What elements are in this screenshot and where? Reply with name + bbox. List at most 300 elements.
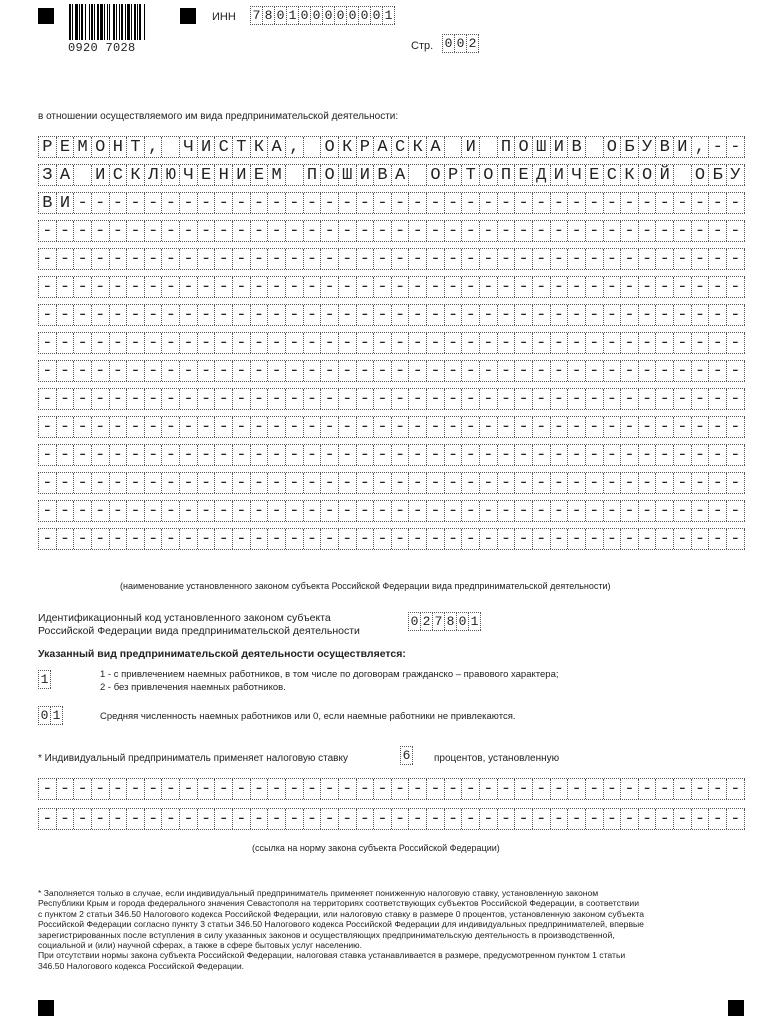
char-cell: - — [427, 193, 445, 213]
char-cell: - — [551, 779, 569, 799]
char-cell: - — [533, 779, 551, 799]
char-cell: 2 — [421, 613, 433, 630]
char-cell: - — [321, 417, 339, 437]
char-cell: О — [321, 137, 339, 157]
char-cell: - — [392, 277, 410, 297]
char-cell: - — [268, 473, 286, 493]
char-cell: - — [321, 473, 339, 493]
footnote-line: Республики Крым и города федерального значения Севастополя на территориях соответствующих субъектов Российской Федерации, в соответствии — [38, 898, 640, 909]
char-cell: - — [110, 277, 128, 297]
char-cell: - — [374, 193, 392, 213]
barcode-bars — [68, 4, 162, 40]
char-cell: - — [515, 529, 533, 549]
char-cell: - — [674, 333, 692, 353]
char-cell: - — [74, 277, 92, 297]
workers-heading: Указанный вид предпринимательской деятельности осуществляется: — [38, 648, 406, 660]
char-cell: - — [709, 333, 727, 353]
char-cell: - — [727, 445, 745, 465]
char-cell: - — [357, 277, 375, 297]
char-cell: - — [110, 417, 128, 437]
char-cell: М — [74, 137, 92, 157]
barcode-bar — [127, 4, 130, 40]
char-cell: - — [180, 389, 198, 409]
char-cell: - — [198, 529, 216, 549]
char-cell: О — [480, 165, 498, 185]
char-cell: - — [621, 501, 639, 521]
char-cell: - — [639, 501, 657, 521]
char-cell: - — [445, 333, 463, 353]
char-cell: - — [462, 193, 480, 213]
char-cell: - — [656, 389, 674, 409]
char-cell: - — [656, 779, 674, 799]
char-cell: И — [551, 165, 569, 185]
char-cell: - — [498, 361, 516, 381]
grid-row — [38, 248, 745, 270]
char-cell: - — [674, 389, 692, 409]
char-cell: - — [198, 277, 216, 297]
char-cell: - — [92, 361, 110, 381]
char-cell: - — [321, 249, 339, 269]
char-cell: - — [215, 277, 233, 297]
footnote-line: При отсутствии нормы закона субъекта Российской Федерации, налоговая ставка устанавливается в размере, предусмотренном пунктом 1 статьи — [38, 950, 626, 961]
char-cell: О — [321, 165, 339, 185]
char-cell: - — [480, 809, 498, 829]
char-cell: Ш — [339, 165, 357, 185]
char-cell: - — [127, 193, 145, 213]
char-cell: - — [480, 305, 498, 325]
char-cell: - — [498, 779, 516, 799]
char-cell: - — [674, 277, 692, 297]
char-cell: - — [92, 779, 110, 799]
char-cell: - — [727, 249, 745, 269]
barcode-bar — [125, 4, 126, 40]
char-cell: - — [656, 361, 674, 381]
char-cell: - — [286, 417, 304, 437]
char-cell: - — [480, 779, 498, 799]
char-cell: - — [427, 389, 445, 409]
char-cell: - — [674, 779, 692, 799]
char-cell: - — [233, 389, 251, 409]
grid-row — [38, 192, 745, 214]
char-cell: - — [145, 361, 163, 381]
char-cell: - — [445, 417, 463, 437]
char-cell: О — [692, 165, 710, 185]
char-cell: - — [198, 445, 216, 465]
char-cell: - — [427, 417, 445, 437]
char-cell: - — [709, 501, 727, 521]
char-cell: - — [709, 417, 727, 437]
char-cell: - — [251, 473, 269, 493]
grid-row — [38, 778, 745, 800]
char-cell: - — [304, 445, 322, 465]
char-cell: - — [462, 445, 480, 465]
char-cell: - — [74, 249, 92, 269]
char-cell: - — [427, 249, 445, 269]
workers-option-2: 2 - без привлечения наемных работников. — [100, 682, 286, 693]
char-cell: - — [268, 501, 286, 521]
char-cell: - — [339, 417, 357, 437]
char-cell: - — [198, 193, 216, 213]
char-cell: - — [198, 389, 216, 409]
char-cell: - — [709, 137, 727, 157]
char-cell: О — [639, 165, 657, 185]
char-cell: 0 — [455, 35, 467, 52]
char-cell: О — [604, 137, 622, 157]
char-cell: - — [392, 361, 410, 381]
char-cell: - — [57, 445, 75, 465]
char-cell: - — [656, 809, 674, 829]
char-cell: - — [198, 249, 216, 269]
char-cell: 7 — [251, 7, 263, 24]
char-cell: - — [515, 417, 533, 437]
char-cell: - — [692, 193, 710, 213]
char-cell: - — [374, 417, 392, 437]
char-cell: - — [568, 417, 586, 437]
char-cell: - — [304, 333, 322, 353]
char-cell: - — [515, 473, 533, 493]
char-cell: - — [727, 529, 745, 549]
char-cell: - — [110, 779, 128, 799]
char-cell: 7 — [433, 613, 445, 630]
char-cell: - — [286, 809, 304, 829]
barcode-bar — [109, 4, 110, 40]
char-cell: - — [586, 809, 604, 829]
char-cell: - — [374, 389, 392, 409]
char-cell: - — [321, 445, 339, 465]
char-cell: - — [551, 361, 569, 381]
char-cell: - — [233, 333, 251, 353]
char-cell: - — [462, 249, 480, 269]
char-cell: - — [533, 473, 551, 493]
char-cell: - — [180, 221, 198, 241]
grid-row — [38, 388, 745, 410]
char-cell: - — [145, 389, 163, 409]
char-cell: - — [145, 529, 163, 549]
char-cell: - — [392, 417, 410, 437]
char-cell: - — [374, 473, 392, 493]
char-cell: - — [692, 445, 710, 465]
activity-intro: в отношении осуществляемого им вида предпринимательской деятельности: — [38, 111, 399, 122]
char-cell: - — [268, 529, 286, 549]
char-cell: - — [515, 193, 533, 213]
char-cell: - — [674, 501, 692, 521]
char-cell: - — [727, 305, 745, 325]
char-cell: - — [215, 501, 233, 521]
char-cell: А — [268, 137, 286, 157]
char-cell: П — [498, 137, 516, 157]
char-cell: - — [639, 305, 657, 325]
char-cell: - — [339, 779, 357, 799]
char-cell: - — [39, 221, 57, 241]
char-cell: - — [674, 809, 692, 829]
char-cell: - — [127, 361, 145, 381]
char-cell: - — [639, 221, 657, 241]
char-cell: - — [586, 779, 604, 799]
char-cell: И — [233, 165, 251, 185]
char-cell: - — [515, 277, 533, 297]
char-cell: - — [215, 221, 233, 241]
char-cell: - — [180, 249, 198, 269]
char-cell: - — [692, 417, 710, 437]
char-cell: - — [604, 809, 622, 829]
char-cell: К — [621, 165, 639, 185]
char-cell: Ш — [533, 137, 551, 157]
char-cell: - — [692, 361, 710, 381]
grid-row — [38, 416, 745, 438]
char-cell: - — [127, 473, 145, 493]
char-cell: У — [639, 137, 657, 157]
char-cell: - — [727, 137, 745, 157]
char-cell: - — [727, 809, 745, 829]
char-cell: - — [233, 501, 251, 521]
char-cell: - — [392, 221, 410, 241]
char-cell: - — [604, 249, 622, 269]
char-cell: И — [57, 193, 75, 213]
char-cell: - — [162, 529, 180, 549]
char-cell: - — [92, 333, 110, 353]
char-cell: - — [568, 221, 586, 241]
char-cell: - — [145, 473, 163, 493]
corner-marker-bottom-left — [38, 1000, 54, 1016]
char-cell — [409, 165, 427, 185]
char-cell: - — [162, 193, 180, 213]
char-cell: - — [445, 779, 463, 799]
char-cell: - — [498, 417, 516, 437]
char-cell: - — [215, 529, 233, 549]
char-cell: - — [551, 445, 569, 465]
char-cell: - — [498, 529, 516, 549]
char-cell: Р — [357, 137, 375, 157]
char-cell: Е — [586, 165, 604, 185]
char-cell: - — [304, 305, 322, 325]
char-cell: З — [39, 165, 57, 185]
footnote-line: 346.50 Налогового кодекса Российской Федерации. — [38, 960, 245, 971]
char-cell: - — [392, 529, 410, 549]
char-cell: - — [304, 193, 322, 213]
char-cell: - — [251, 221, 269, 241]
char-cell: - — [57, 333, 75, 353]
char-cell: - — [180, 417, 198, 437]
char-cell: - — [480, 417, 498, 437]
char-cell: - — [127, 333, 145, 353]
char-cell: - — [251, 445, 269, 465]
char-cell: С — [604, 165, 622, 185]
char-cell: - — [639, 333, 657, 353]
char-cell: - — [533, 333, 551, 353]
char-cell: - — [604, 389, 622, 409]
char-cell: - — [639, 417, 657, 437]
char-cell: - — [127, 277, 145, 297]
char-cell: 0 — [335, 7, 347, 24]
char-cell: - — [480, 389, 498, 409]
char-cell: - — [462, 305, 480, 325]
char-cell: - — [533, 193, 551, 213]
char-cell: С — [110, 165, 128, 185]
char-cell: Е — [198, 165, 216, 185]
char-cell: 1 — [469, 613, 481, 630]
char-cell: К — [339, 137, 357, 157]
char-cell: - — [39, 779, 57, 799]
char-cell: - — [409, 809, 427, 829]
char-cell: В — [568, 137, 586, 157]
char-cell: - — [357, 305, 375, 325]
char-cell: - — [162, 277, 180, 297]
inn-label: ИНН — [212, 11, 236, 23]
char-cell: 2 — [467, 35, 479, 52]
char-cell: - — [586, 305, 604, 325]
char-cell: - — [92, 529, 110, 549]
char-cell: - — [709, 249, 727, 269]
char-cell: - — [515, 809, 533, 829]
char-cell: - — [621, 417, 639, 437]
char-cell: И — [92, 165, 110, 185]
char-cell: 6 — [401, 747, 413, 764]
char-cell: - — [604, 529, 622, 549]
char-cell: - — [180, 277, 198, 297]
char-cell: 0 — [311, 7, 323, 24]
char-cell: К — [251, 137, 269, 157]
char-cell: - — [709, 305, 727, 325]
char-cell: - — [639, 361, 657, 381]
char-cell: - — [39, 417, 57, 437]
char-cell: - — [692, 277, 710, 297]
char-cell: В — [39, 193, 57, 213]
char-cell: - — [374, 249, 392, 269]
char-cell: - — [586, 361, 604, 381]
char-cell: - — [515, 779, 533, 799]
char-cell: - — [74, 389, 92, 409]
char-cell: - — [339, 193, 357, 213]
char-cell: - — [286, 445, 304, 465]
char-cell: - — [568, 779, 586, 799]
char-cell: - — [357, 249, 375, 269]
char-cell: - — [304, 473, 322, 493]
char-cell: - — [127, 417, 145, 437]
char-cell: - — [180, 501, 198, 521]
char-cell: - — [251, 529, 269, 549]
char-cell: - — [110, 501, 128, 521]
char-cell: - — [427, 445, 445, 465]
char-cell: - — [568, 529, 586, 549]
char-cell: - — [568, 445, 586, 465]
char-cell: - — [162, 779, 180, 799]
char-cell: - — [233, 305, 251, 325]
grid-row — [38, 808, 745, 830]
char-cell: - — [621, 809, 639, 829]
char-cell: - — [110, 249, 128, 269]
char-cell: - — [551, 333, 569, 353]
char-cell: - — [445, 277, 463, 297]
char-cell: - — [604, 221, 622, 241]
char-cell: - — [321, 277, 339, 297]
char-cell: А — [427, 137, 445, 157]
char-cell: - — [392, 389, 410, 409]
char-cell: - — [462, 333, 480, 353]
char-cell — [286, 165, 304, 185]
char-cell: - — [110, 221, 128, 241]
char-cell: - — [674, 473, 692, 493]
char-cell: - — [110, 809, 128, 829]
char-cell: Л — [145, 165, 163, 185]
char-cell: - — [339, 249, 357, 269]
char-cell: - — [639, 445, 657, 465]
char-cell: - — [462, 779, 480, 799]
char-cell: - — [568, 389, 586, 409]
char-cell: - — [409, 193, 427, 213]
char-cell: - — [498, 445, 516, 465]
rate-caption: (ссылка на норму закона субъекта Российской Федерации) — [252, 843, 500, 853]
char-cell: И — [357, 165, 375, 185]
char-cell: - — [215, 445, 233, 465]
char-cell: - — [286, 305, 304, 325]
char-cell: В — [374, 165, 392, 185]
char-cell: - — [215, 249, 233, 269]
char-cell: - — [215, 779, 233, 799]
char-cell: - — [110, 305, 128, 325]
char-cell: - — [74, 473, 92, 493]
grid-row — [38, 472, 745, 494]
corner-marker-bottom-right — [728, 1000, 744, 1016]
char-cell: - — [727, 193, 745, 213]
char-cell: , — [692, 137, 710, 157]
char-cell: - — [321, 221, 339, 241]
char-cell: - — [162, 501, 180, 521]
char-cell: - — [374, 361, 392, 381]
char-cell: - — [215, 333, 233, 353]
char-cell: - — [445, 221, 463, 241]
char-cell: - — [74, 417, 92, 437]
char-cell: - — [498, 305, 516, 325]
char-cell: - — [198, 809, 216, 829]
workers-mode-field — [38, 670, 51, 689]
barcode-bar — [104, 4, 105, 40]
char-cell: - — [727, 361, 745, 381]
workers-option-1: 1 - с привлечением наемных работников, в том числе по договорам гражданско – правового характера; — [100, 669, 559, 680]
char-cell: Б — [621, 137, 639, 157]
char-cell: - — [533, 221, 551, 241]
char-cell: , — [145, 137, 163, 157]
char-cell: И — [551, 137, 569, 157]
char-cell: - — [498, 221, 516, 241]
char-cell: - — [409, 445, 427, 465]
char-cell: - — [215, 361, 233, 381]
code-label-line1: Идентификационный код установленного законом субъекта — [38, 612, 331, 624]
char-cell: - — [198, 417, 216, 437]
char-cell: - — [374, 501, 392, 521]
char-cell: Р — [445, 165, 463, 185]
char-cell: - — [233, 361, 251, 381]
activity-caption: (наименование установленного законом субъекта Российской Федерации вида предпринимательской деятельности) — [120, 581, 611, 591]
char-cell: - — [604, 473, 622, 493]
char-cell: - — [727, 333, 745, 353]
char-cell: - — [215, 809, 233, 829]
char-cell: - — [656, 249, 674, 269]
char-cell: - — [674, 529, 692, 549]
char-cell: - — [180, 333, 198, 353]
code-label-line2: Российской Федерации вида предпринимательской деятельности — [38, 625, 360, 637]
char-cell: - — [57, 529, 75, 549]
char-cell: - — [339, 221, 357, 241]
char-cell: - — [145, 221, 163, 241]
char-cell: - — [551, 277, 569, 297]
char-cell: - — [162, 361, 180, 381]
char-cell: - — [445, 473, 463, 493]
char-cell: Ч — [568, 165, 586, 185]
char-cell: - — [339, 305, 357, 325]
char-cell: - — [251, 809, 269, 829]
char-cell: - — [357, 417, 375, 437]
char-cell: - — [427, 277, 445, 297]
